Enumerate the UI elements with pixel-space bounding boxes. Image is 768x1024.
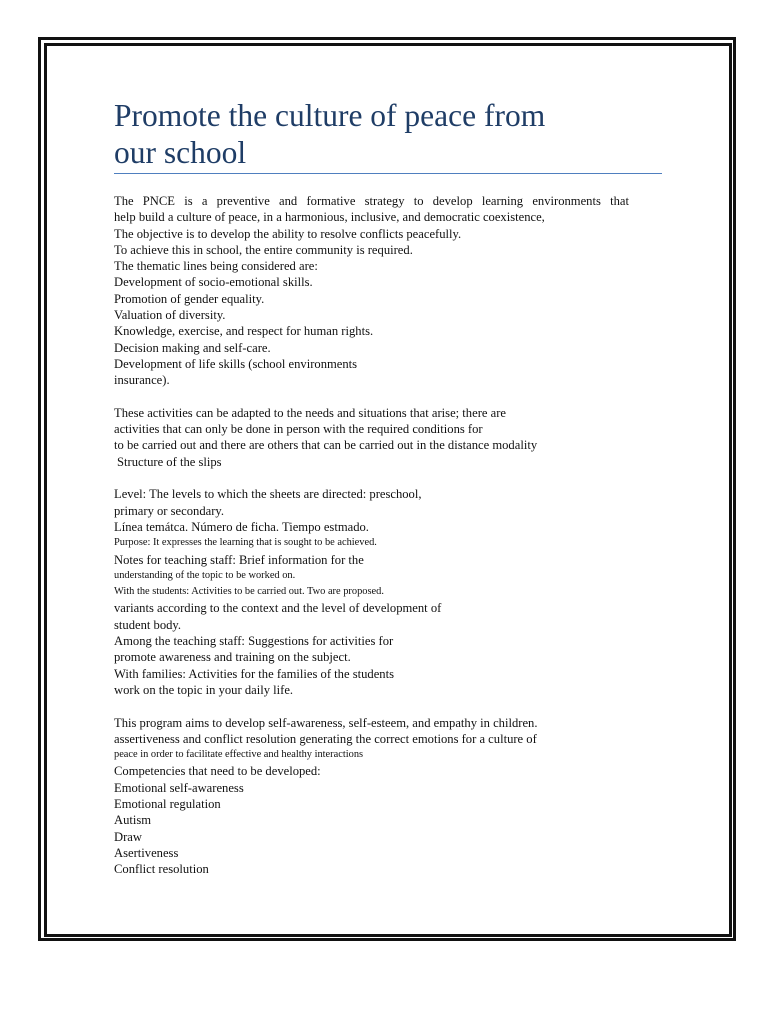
text-line: Level: The levels to which the sheets are directed: preschool,	[114, 487, 422, 502]
text-line: understanding of the topic to be worked on.	[114, 569, 296, 581]
paragraph-gap	[114, 698, 629, 714]
text-line: activities that can only be done in person with the required conditions for	[114, 422, 483, 437]
text-line: Development of socio-emotional skills.	[114, 275, 313, 290]
text-line: Valuation of diversity.	[114, 308, 226, 323]
text-line: These activities can be adapted to the needs and situations that arise; there are	[114, 405, 506, 420]
text-line: primary or secondary.	[114, 503, 225, 518]
text-line: assertiveness and conflict resolution generating the correct emotions for a culture of	[114, 731, 537, 746]
text-line: The PNCE is a preventive and formative strategy to develop learning environments that	[114, 194, 629, 208]
text-line: The objective is to develop the ability to resolve conflicts peacefully.	[114, 226, 462, 241]
competency-item: Draw	[114, 829, 142, 844]
competency-item: Emotional regulation	[114, 796, 221, 811]
text-line: Promotion of gender equality.	[114, 291, 265, 306]
text-line: Among the teaching staff: Suggestions for activities for	[114, 634, 394, 649]
page-title	[114, 97, 662, 171]
document-body	[114, 193, 629, 877]
competency-item: Conflict resolution	[114, 862, 209, 877]
text-line: With families: Activities for the families of the students	[114, 666, 394, 681]
text-line: The thematic lines being considered are:	[114, 259, 318, 274]
text-line: Structure of the slips	[117, 454, 222, 469]
text-line: To achieve this in school, the entire community is required.	[114, 242, 413, 257]
paragraph-structure	[114, 486, 629, 698]
title-line-1: Promote the culture of peace from	[114, 98, 546, 133]
competency-item: Emotional self-awareness	[114, 780, 244, 795]
text-line: Purpose: It expresses the learning that is sought to be achieved.	[114, 537, 377, 549]
text-line: Development of life skills (school environments	[114, 356, 358, 371]
text-line: Notes for teaching staff: Brief information for the	[114, 552, 364, 567]
paragraph-activities	[114, 405, 629, 470]
text-line: Competencies that need to be developed:	[114, 764, 321, 779]
text-line: work on the topic in your daily life.	[114, 682, 294, 697]
paragraph-intro	[114, 193, 629, 389]
text-line: help build a culture of peace, in a harmonious, inclusive, and democratic coexistence,	[114, 210, 545, 225]
competency-item: Asertiveness	[114, 845, 179, 860]
text-line: to be carried out and there are others that can be carried out in the distance modality	[114, 438, 538, 453]
title-line-2: our school	[114, 135, 247, 170]
title-block	[114, 97, 662, 174]
text-line: With the students: Activities to be carried out. Two are proposed.	[114, 586, 384, 598]
text-line: student body.	[114, 617, 182, 632]
text-line: Línea temátca. Número de ficha. Tiempo estmado.	[114, 519, 369, 534]
competency-item: Autism	[114, 813, 152, 828]
paragraph-program	[114, 715, 629, 878]
text-line: promote awareness and training on the subject.	[114, 650, 351, 665]
text-line: Decision making and self-care.	[114, 340, 271, 355]
text-line: variants according to the context and the level of development of	[114, 601, 442, 616]
text-line: insurance).	[114, 373, 170, 388]
paragraph-gap	[114, 389, 629, 405]
paragraph-gap	[114, 470, 629, 486]
text-line: This program aims to develop self-awareness, self-esteem, and empathy in children.	[114, 715, 538, 730]
text-line: Knowledge, exercise, and respect for human rights.	[114, 324, 374, 339]
text-line: peace in order to facilitate effective and healthy interactions	[114, 749, 364, 761]
